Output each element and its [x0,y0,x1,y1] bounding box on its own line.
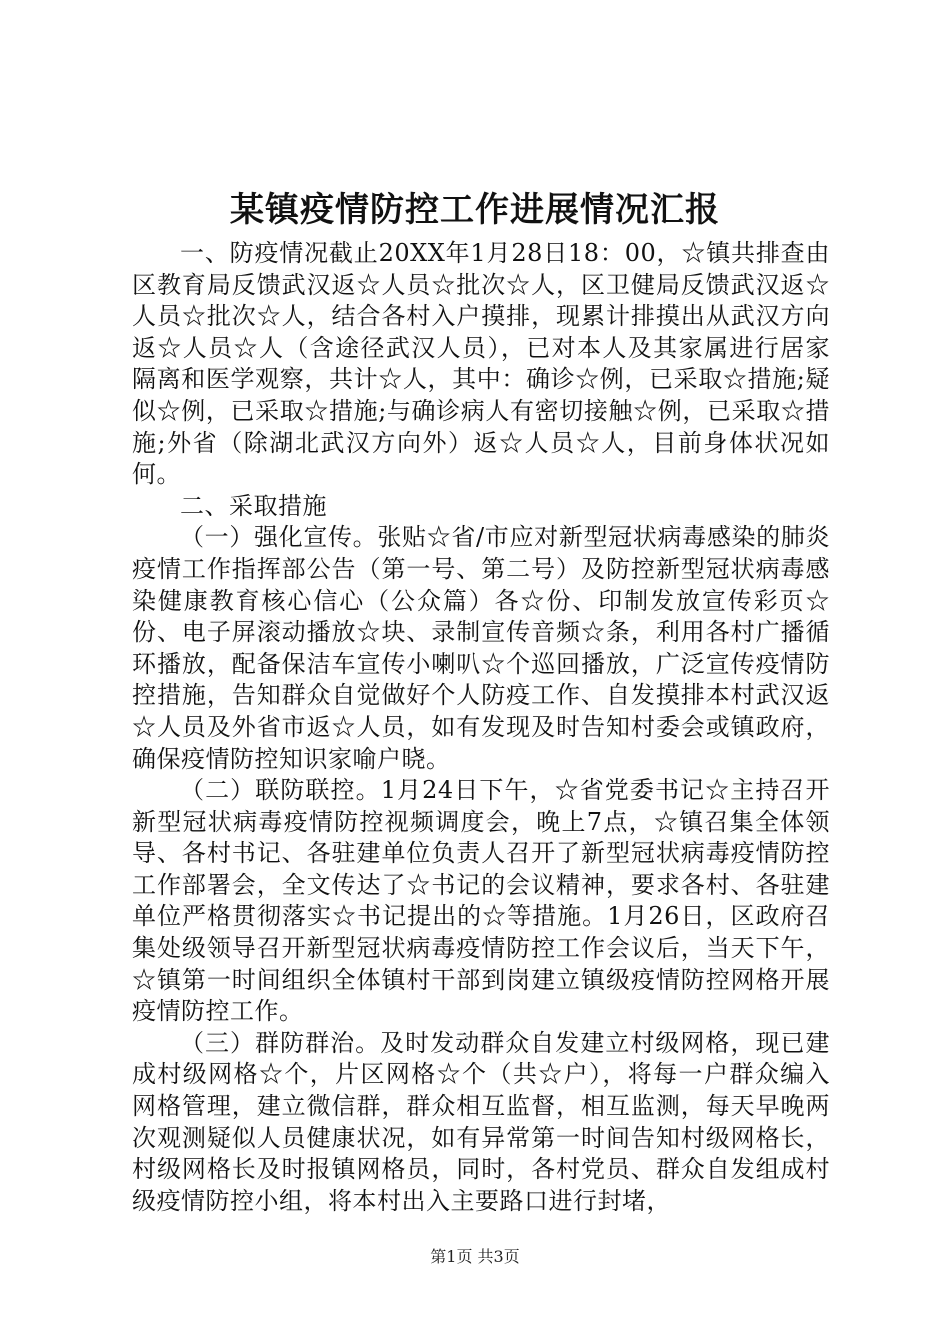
document-body [132,238,830,1217]
paragraph-epidemic-status: 一、防疫情况截止20XX年1月28日18：00，☆镇共排查由区教育局反馈武汉返☆人员☆批次☆人，区卫健局反馈武汉返☆人员☆批次☆人，结合各村入户摸排，现累计排摸出从武汉方向返☆人员☆人（含途径武汉人员），已对本人及其家属进行居家隔离和医学观察，共计☆人，其中：确诊☆例，已采取☆措施;疑似☆例，已采取☆措施;与确诊病人有密切接触☆例，已采取☆措施;外省（除湖北武汉方向外）返☆人员☆人，目前身体状况如何。 [132,239,830,489]
paragraph-publicity: （一）强化宣传。张贴☆省/市应对新型冠状病毒感染的肺炎疫情工作指挥部公告（第一号、第二号）及防控新型冠状病毒感染健康教育核心信心（公众篇）各☆份、印制发放宣传彩页☆份、电子屏滚动播放☆块、录制宣传音频☆条，利用各村广播循环播放，配备保洁车宣传小喇叭☆个巡回播放，广泛宣传疫情防控措施，告知群众自觉做好个人防疫工作、自发摸排本村武汉返☆人员及外省市返☆人员，如有发现及时告知村委会或镇政府，确保疫情防控知识家喻户晓。 [132,523,830,773]
paragraph-measures-heading: 二、采取措施 [180,491,327,520]
paragraph-mass-prevention: （三）群防群治。及时发动群众自发建立村级网格，现已建成村级网格☆个，片区网格☆个（共☆户），将每一户群众编入网格管理，建立微信群，群众相互监督，相互监测，每天早晚两次观测疑似人员健康状况，如有异常第一时间告知村级网格长，村级网格长及时报镇网格员，同时，各村党员、群众自发组成村级疫情防控小组，将本村出入主要路口进行封堵， [132,1028,830,1215]
page-number-footer: 第1页 共3页 [430,1247,520,1266]
document-title: 某镇疫情防控工作进展情况汇报 [230,190,720,230]
paragraph-joint-control: （二）联防联控。1月24日下午，☆省党委书记☆主持召开新型冠状病毒疫情防控视频调度会，晚上7点，☆镇召集全体领导、各村书记、各驻建单位负责人召开了新型冠状病毒疫情防控工作部署会，全文传达了☆书记的会议精神，要求各村、各驻建单位严格贯彻落实☆书记提出的☆等措施。1月26日，区政府召集处级领导召开新型冠状病毒疫情防控工作会议后，当天下午，☆镇第一时间组织全体镇村干部到岗建立镇级疫情防控网格开展疫情防控工作。 [132,776,830,1026]
